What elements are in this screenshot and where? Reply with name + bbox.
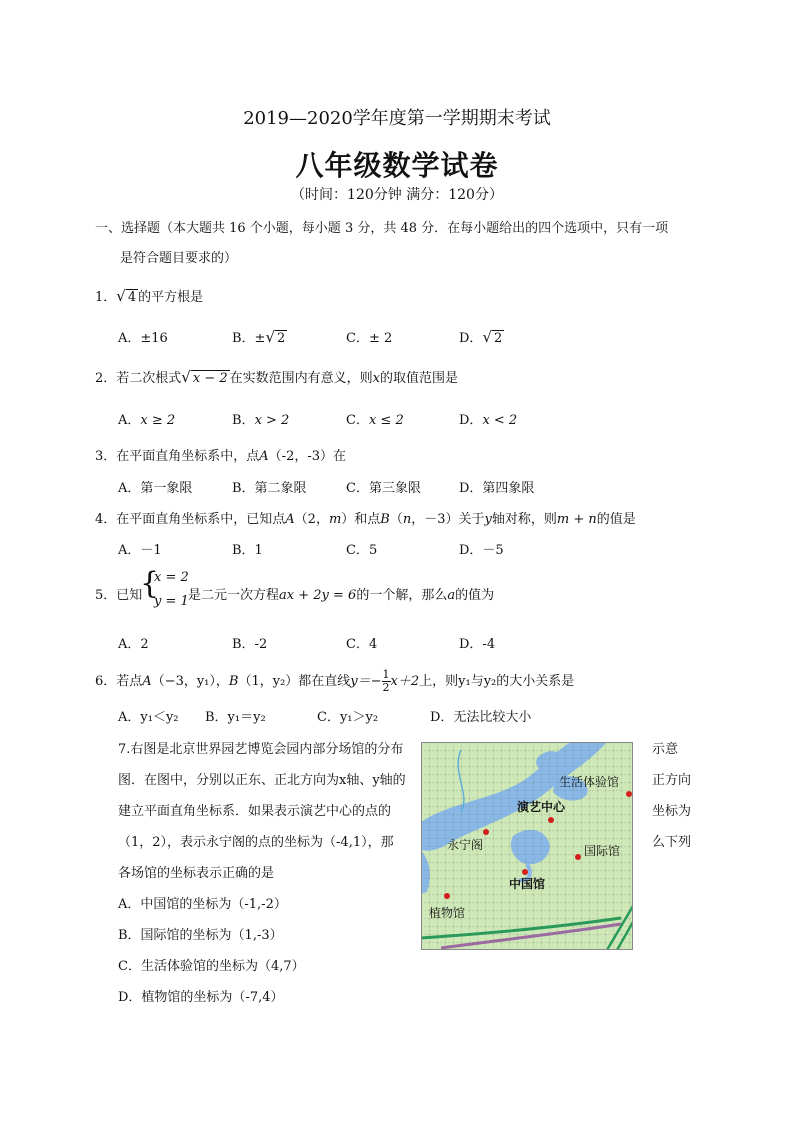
- q2-option-a: A．x ≥ 2: [118, 413, 176, 428]
- q3-option-b: B．第二象限: [232, 481, 307, 496]
- section-instructions-cont: 是符合题目要求的）: [120, 251, 238, 266]
- q6-option-c: C．y₁＞y₂: [317, 710, 379, 725]
- question-2: 2．若二次根式√ x − 2 在实数范围内有意义，则x的取值范围是: [95, 368, 458, 386]
- q6-option-d: D．无法比较大小: [430, 710, 532, 725]
- q5-option-b: B．-2: [232, 637, 268, 652]
- q4-option-d: D．－5: [459, 543, 504, 558]
- marker-intl: [575, 854, 581, 860]
- q2-option-c: C．x ≤ 2: [346, 413, 404, 428]
- q6-option-b: B．y₁＝y₂: [205, 710, 266, 725]
- expo-map: [421, 742, 633, 950]
- question-7-line4: （1，2），表示永宁阁的点的坐标为（-4,1），那: [118, 835, 394, 850]
- exam-year-title: 2019—2020学年度第一学期期末考试: [243, 108, 551, 129]
- q7-option-c: C．生活体验馆的坐标为（4,7）: [118, 959, 305, 974]
- q6-option-a: A．y₁＜y₂: [118, 710, 179, 725]
- label-plant: 植物馆: [429, 906, 466, 920]
- marker-yongning: [483, 829, 489, 835]
- question-3: 3．在平面直角坐标系中，点A（-2，-3）在: [95, 449, 346, 464]
- question-7-line4-right: 么下列: [652, 835, 692, 850]
- q3-option-d: D．第四象限: [459, 481, 535, 496]
- question-7-line1: 7.右图是北京世界园艺博览会园内部分场馆的分布: [118, 742, 404, 757]
- section-instructions: 一、选择题（本大题共 16 个小题，每小题 3 分，共 48 分．在每小题给出的四个选项中，只有一项: [95, 221, 669, 236]
- question-7-line3: 建立平面直角坐标系．如果表示演艺中心的点的: [118, 804, 392, 819]
- q3-option-a: A．第一象限: [118, 481, 193, 496]
- marker-plant: [444, 893, 450, 899]
- q5-option-a: A．2: [118, 637, 149, 652]
- label-performance-center: 演艺中心: [517, 800, 566, 814]
- q5-prefix: 5．已知: [95, 588, 143, 603]
- question-7-line2-right: 正方向: [652, 773, 692, 788]
- q5-equation-1: x = 2: [154, 570, 189, 585]
- q1-option-c: C．± 2: [346, 331, 393, 346]
- exam-info: （时间：120分钟 满分：120分）: [291, 187, 503, 203]
- q4-option-a: A．－1: [118, 543, 162, 558]
- question-7-line2: 图．在图中，分别以正东、正北方向为x轴、y轴的: [118, 773, 406, 788]
- label-china: 中国馆: [509, 877, 546, 891]
- question-6: 6．若点A（−3，y₁），B（1，y₂）都在直线y＝− $\frac{1}{2}$ x＋2上，则y₁与y₂的大小关系是: [95, 668, 575, 694]
- label-life-experience: 生活体验馆: [559, 775, 620, 789]
- q5-option-c: C．4: [346, 637, 378, 652]
- q1-option-b: B．±√ 2: [232, 328, 286, 346]
- exam-title: 八年级数学试卷: [295, 149, 499, 182]
- q2-option-d: D．x < 2: [459, 413, 518, 428]
- q3-option-c: C．第三象限: [346, 481, 421, 496]
- question-5: 是二元一次方程ax + 2y = 6的一个解，那么a的值为: [188, 588, 495, 603]
- q5-system-brace: {: [140, 566, 160, 601]
- q1-option-d: D．√ 2: [459, 328, 503, 346]
- q7-option-b: B．国际馆的坐标为（1,-3）: [118, 928, 283, 943]
- q2-option-b: B．x > 2: [232, 413, 290, 428]
- q4-option-b: B．1: [232, 543, 263, 558]
- q7-option-d: D．植物馆的坐标为（-7,4）: [118, 990, 284, 1005]
- q4-option-c: C．5: [346, 543, 378, 558]
- label-yongning: 永宁阁: [447, 838, 484, 852]
- marker-performance-center: [548, 817, 554, 823]
- q7-option-a: A．中国馆的坐标为（-1,-2）: [118, 897, 287, 912]
- q5-equation-2: y = 1: [154, 594, 189, 609]
- question-7-line5: 各场馆的坐标表示正确的是: [118, 866, 275, 881]
- q5-option-d: D．-4: [459, 637, 496, 652]
- marker-life-experience: [626, 791, 632, 797]
- question-4: 4．在平面直角坐标系中，已知点A（2，m）和点B（n，－3）关于y轴对称，则m + n的值是: [95, 512, 636, 527]
- marker-china: [522, 869, 528, 875]
- question-7-line1-right: 示意: [652, 742, 679, 757]
- label-intl: 国际馆: [584, 844, 621, 858]
- question-7-line3-right: 坐标为: [652, 804, 692, 819]
- q1-option-a: A．±16: [118, 331, 168, 346]
- question-1: 1．√ 4 的平方根是: [95, 287, 204, 305]
